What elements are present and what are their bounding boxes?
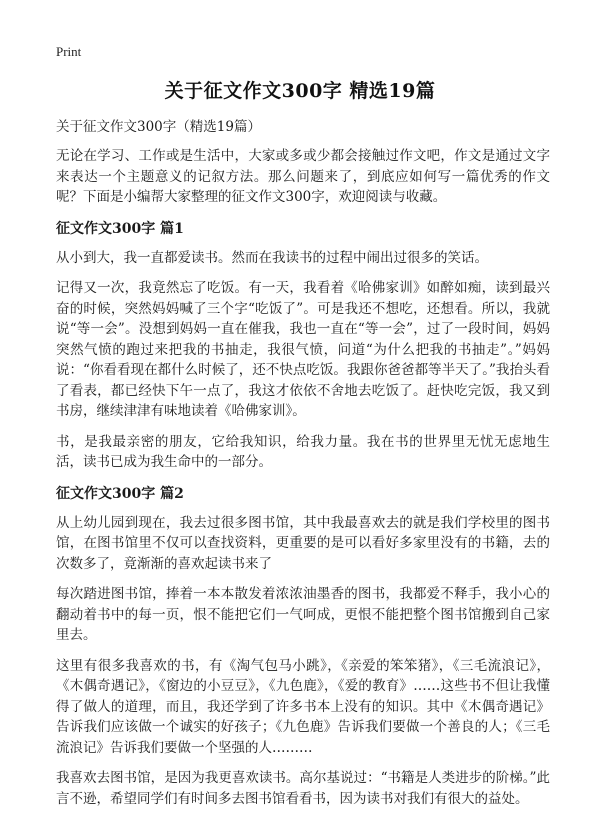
section-heading: 征文作文300字 篇1 [56,220,184,237]
section-1 [56,218,550,473]
intro-paragraph: 无论在学习、工作或是生活中，大家或多或少都会接触过作文吧，作文是通过文字来表达一个主题意义的记叙方法。那么问题来了，到底应如何写一篇优秀的作文呢？下面是小编帮大家整理的征文作文300字，欢迎阅读与收藏。 [56,148,550,205]
paragraph: 记得又一次，我竟然忘了吃饭。有一天，我看着《哈佛家训》如醉如痴，读到最兴奋的时候，突然妈妈喊了三个字“吃饭了”。可是我还不想吃，还想看。所以，我就说“等一会”。没想到妈妈一直在催我，我也一直在“等一会”，过了一段时间，妈妈突然气愤的跑过来把我的书抽走，我很气愤，问道“为什么把我的书抽走”。”妈妈说：“你看看现在都什么时候了，还不快点吃饭。我跟你爸爸都等半天了。”我抬头看了看表，都已经快下午一点了，我这才依依不舍地去吃饭了。赶快吃完饭，我又到书房，继续津津有味地读着《哈佛家训》。 [56,280,550,419]
document-title: 关于征文作文300字 精选19篇 [164,80,436,102]
print-label: Print [56,44,82,59]
section-2 [56,483,550,810]
paragraph: 从上幼儿园到现在，我去过很多图书馆，其中我最喜欢去的就是我们学校里的图书馆，在图书馆里不仅可以查找资料，更重要的是可以看好多家里没有的书籍，去的次数多了，竟渐渐的喜欢起读书来了 [56,514,550,572]
paragraph: 我喜欢去图书馆，是因为我更喜欢读书。高尔基说过：“书籍是人类进步的阶梯。”此言不逊，希望同学们有时间多去图书馆看看书，因为读书对我们有很大的益处。 [56,770,550,807]
paragraph: 每次踏进图书馆，捧着一本本散发着浓浓油墨香的图书，我都爱不释手，我小心的翻动着书中的每一页，恨不能把它们一气呵成，更恨不能把整个图书馆搬到自己家里去。 [56,586,550,643]
paragraph: 书，是我最亲密的朋友，它给我知识，给我力量。我在书的世界里无忧无虑地生活，读书已成为我生命中的一部分。 [56,433,550,470]
paragraph: 从小到大，我一直都爱读书。然而在我读书的过程中闹出过很多的笑话。 [56,249,488,266]
section-heading: 征文作文300字 篇2 [56,485,184,502]
document-body [56,116,550,819]
document-subtitle: 关于征文作文300字（精选19篇） [56,119,261,135]
paragraph: 这里有很多我喜欢的书，有《淘气包马小跳》，《亲爱的笨笨猪》，《三毛流浪记》，《木偶奇遇记》，《窗边的小豆豆》，《九色鹿》，《爱的教育》……这些书不但让我懂得了做人的道理，而且，我还学到了许多书本上没有的知识。其中《木偶奇遇记》告诉我们应该做一个诚实的好孩子；《九色鹿》告诉我们要做一个善良的人；《三毛流浪记》告诉我们要做一个坚强的人……… [56,657,550,756]
